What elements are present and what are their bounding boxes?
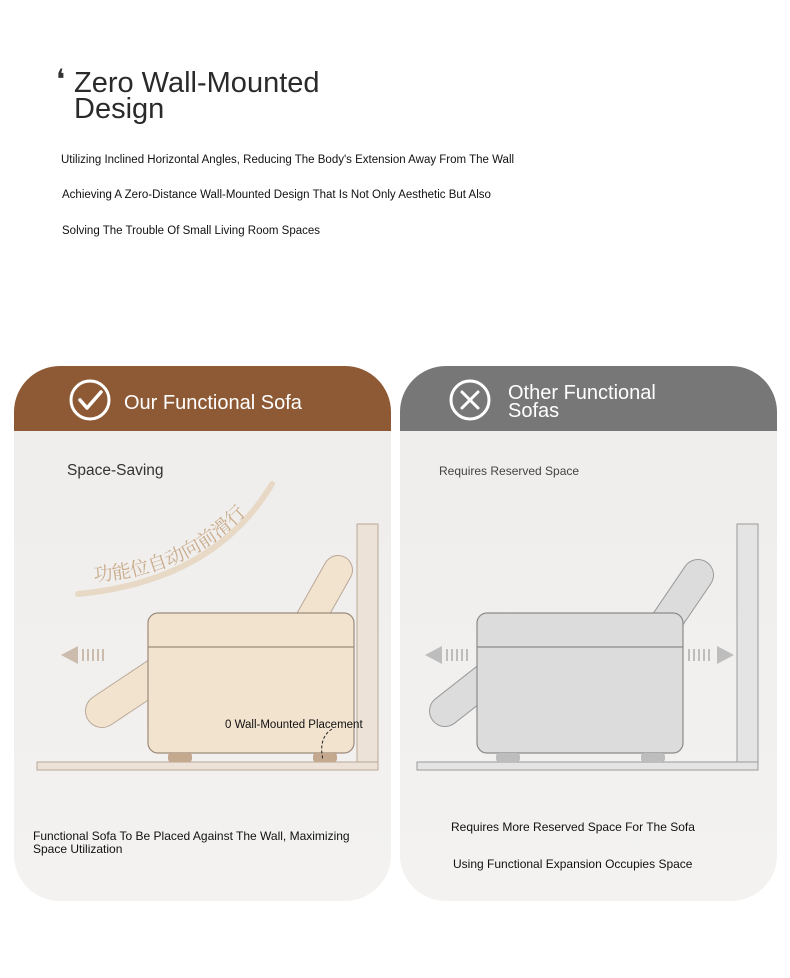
sofa-foot [168, 753, 192, 762]
sofa-body [477, 613, 683, 753]
other-sofa-caption-2: Using Functional Expansion Occupies Space [453, 857, 693, 871]
space-saving-label: Space-Saving [67, 462, 164, 479]
intro-line-3: Solving The Trouble Of Small Living Room Spaces [62, 225, 321, 237]
arrow-left-icon [425, 646, 442, 664]
wall [357, 524, 378, 770]
arrow-right-icon [717, 646, 734, 664]
quote-mark-icon: ❛ [56, 63, 66, 96]
our-sofa-panel [14, 366, 391, 901]
intro-line-2: Achieving A Zero-Distance Wall-Mounted Design That Is Not Only Aesthetic But Also [62, 189, 491, 201]
wall [737, 524, 758, 770]
arrow-left-icon [61, 646, 78, 664]
other-sofas-header-title: Other Functional Sofas [508, 382, 656, 422]
floor [417, 762, 758, 770]
our-sofa-illustration [14, 366, 391, 901]
sofa-foot [641, 753, 665, 762]
floor [37, 762, 378, 770]
requires-reserved-space-label: Requires Reserved Space [439, 464, 580, 478]
sofa-body [148, 613, 354, 753]
title-block [56, 63, 374, 125]
our-sofa-caption: Functional Sofa To Be Placed Against The Wall, Maximizing Space Utilization [33, 829, 350, 856]
page-title: Zero Wall-Mounted Design [74, 67, 320, 125]
zero-wall-placement-label: 0 Wall-Mounted Placement [225, 719, 363, 731]
intro-line-1: Utilizing Inclined Horizontal Angles, Reducing The Body's Extension Away From The Wall [61, 154, 515, 166]
other-sofa-caption-1: Requires More Reserved Space For The Sofa [451, 820, 695, 834]
sofa-foot [496, 753, 520, 762]
other-sofas-panel [400, 366, 777, 901]
sofa-foot [313, 753, 337, 762]
arc-text: 功能位自动向前滑行 [92, 501, 251, 587]
our-sofa-header-title: Our Functional Sofa [124, 392, 302, 414]
